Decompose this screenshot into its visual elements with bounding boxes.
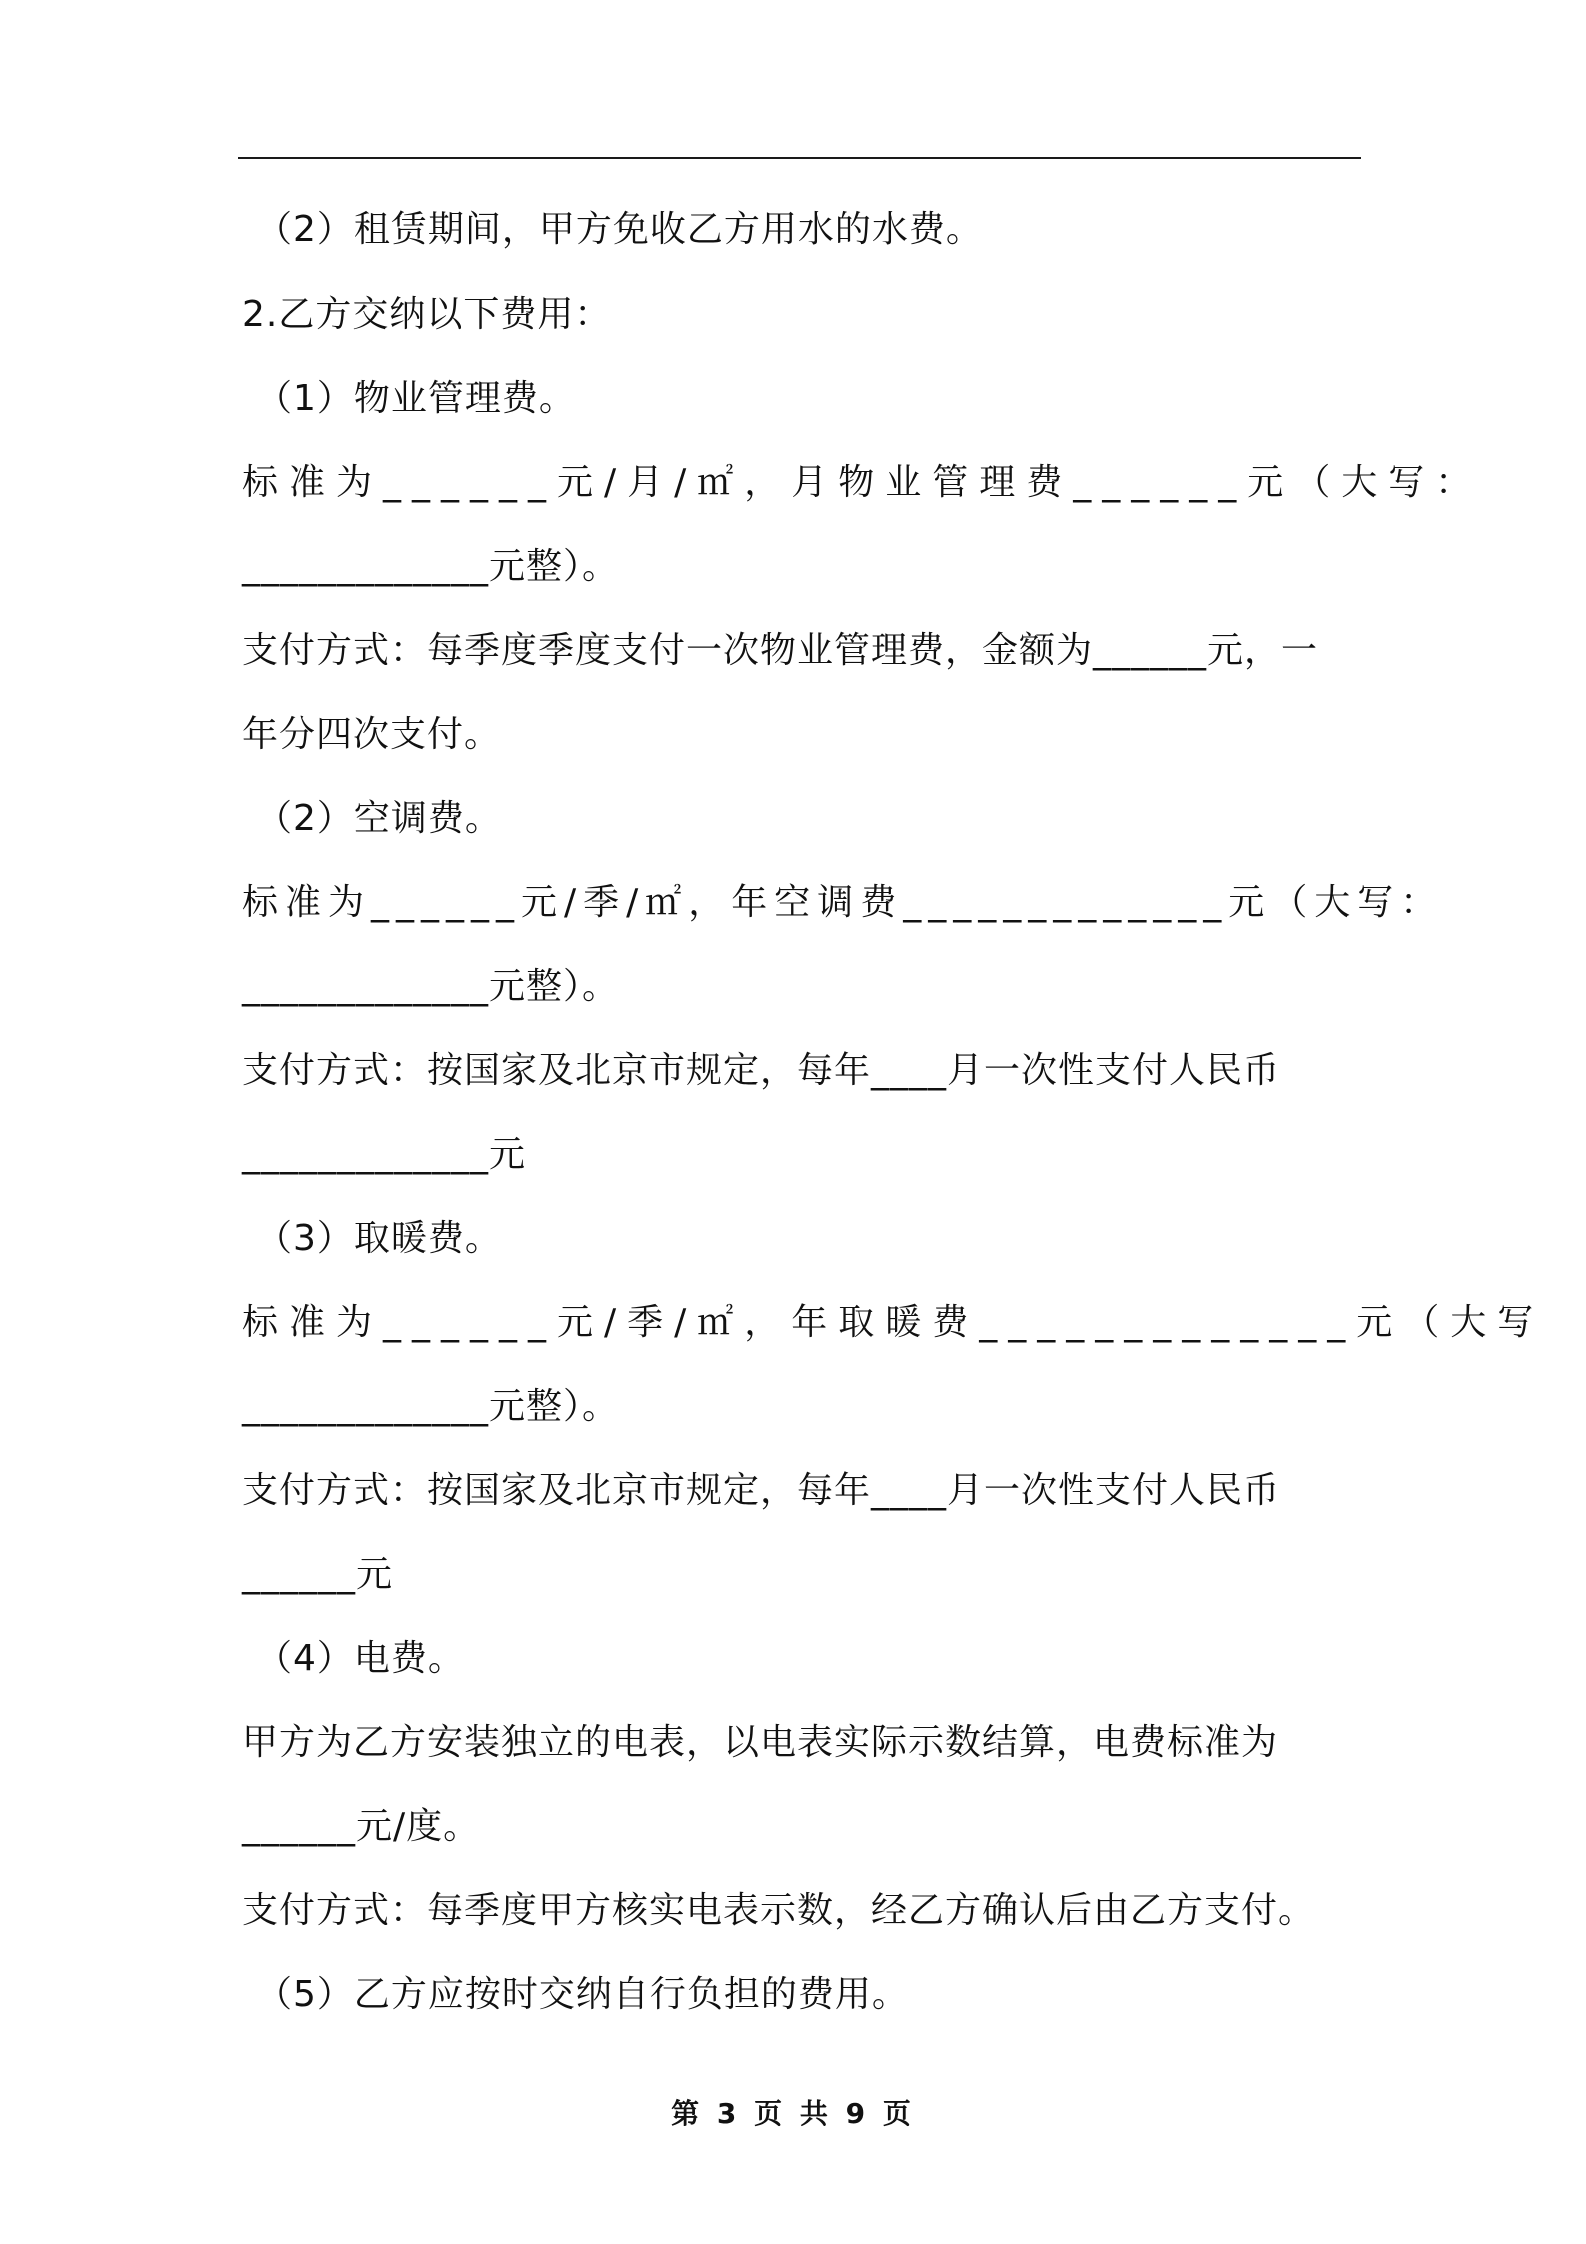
item-1-payment-line-cont: 年分四次支付。 — [242, 714, 502, 755]
item-2-payment-line: 支付方式：按国家及北京市规定，每年____月一次性支付人民币 — [242, 1050, 1281, 1091]
item-3-payment-line: 支付方式：按国家及北京市规定，每年____月一次性支付人民币 — [242, 1470, 1281, 1511]
header-rule — [238, 157, 1361, 159]
page-number-footer: 第 3 页 共 9 页 — [671, 2097, 915, 2130]
item-2-payment-line-cont: _____________元 — [242, 1134, 526, 1175]
item-2-heading: （2）空调费。 — [256, 798, 502, 839]
section-2-heading: 2.乙方交纳以下费用： — [242, 294, 612, 335]
item-4-meter-line: 甲方为乙方安装独立的电表，以电表实际示数结算，电费标准为 — [242, 1722, 1279, 1763]
item-4-rate-line: ______元/度。 — [242, 1806, 481, 1847]
item-3-payment-line-cont: ______元 — [242, 1554, 394, 1595]
item-3-standard-line: 标准为______元/季/㎡，年取暖费_____________元（大写 — [242, 1302, 1545, 1343]
item-1-amount-line: _____________元整）。 — [242, 546, 620, 587]
item-3-amount-line: _____________元整）。 — [242, 1386, 620, 1427]
item-2-amount-line: _____________元整）。 — [242, 966, 620, 1007]
item-4-payment-line: 支付方式：每季度甲方核实电表示数，经乙方确认后由乙方支付。 — [242, 1890, 1316, 1931]
item-1-payment-line: 支付方式：每季度季度支付一次物业管理费，金额为______元，一 — [242, 630, 1319, 671]
clause-2-2-water-fee: （2）租赁期间，甲方免收乙方用水的水费。 — [256, 209, 983, 250]
item-4-heading: （4）电费。 — [256, 1638, 465, 1679]
item-2-standard-line: 标准为______元/季/㎡，年空调费_____________元（大写： — [242, 882, 1444, 923]
item-3-heading: （3）取暖费。 — [256, 1218, 502, 1259]
item-1-standard-line: 标准为______元/月/㎡，月物业管理费______元（大写： — [242, 462, 1483, 503]
item-1-heading: （1）物业管理费。 — [256, 378, 576, 419]
item-5-line: （5）乙方应按时交纳自行负担的费用。 — [256, 1974, 909, 2015]
